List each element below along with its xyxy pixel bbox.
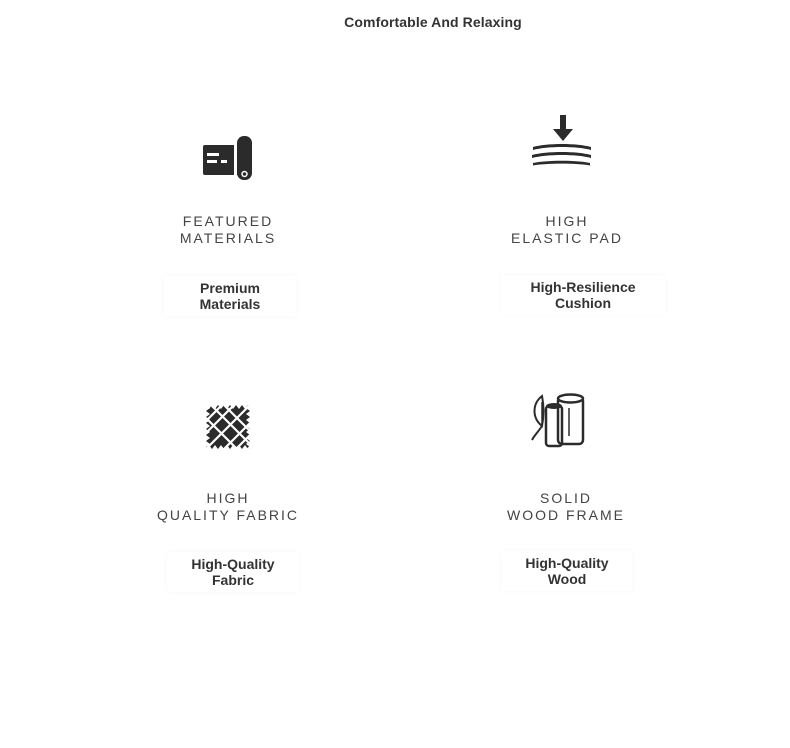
wood-log-leaf-icon bbox=[524, 384, 594, 454]
feature-label-elastic-pad: High-Resilience Cushion bbox=[501, 275, 665, 315]
section-caption: Comfortable And Relaxing bbox=[344, 14, 522, 30]
elastic-pad-icon bbox=[527, 106, 597, 176]
feature-label-materials: Premium Materials bbox=[164, 276, 296, 316]
feature-heading-elastic-pad: HIGH ELASTIC PAD bbox=[511, 213, 623, 246]
feature-label-wood-frame: High-Quality Wood bbox=[502, 551, 632, 591]
feature-label-fabric: High-Quality Fabric bbox=[167, 552, 299, 592]
fabric-roll-icon bbox=[193, 124, 263, 194]
woven-fabric-icon bbox=[193, 392, 263, 462]
feature-heading-fabric: HIGH QUALITY FABRIC bbox=[156, 490, 300, 523]
feature-heading-materials: FEATURED MATERIALS bbox=[179, 213, 277, 246]
feature-heading-wood-frame: SOLID WOOD FRAME bbox=[507, 490, 625, 523]
